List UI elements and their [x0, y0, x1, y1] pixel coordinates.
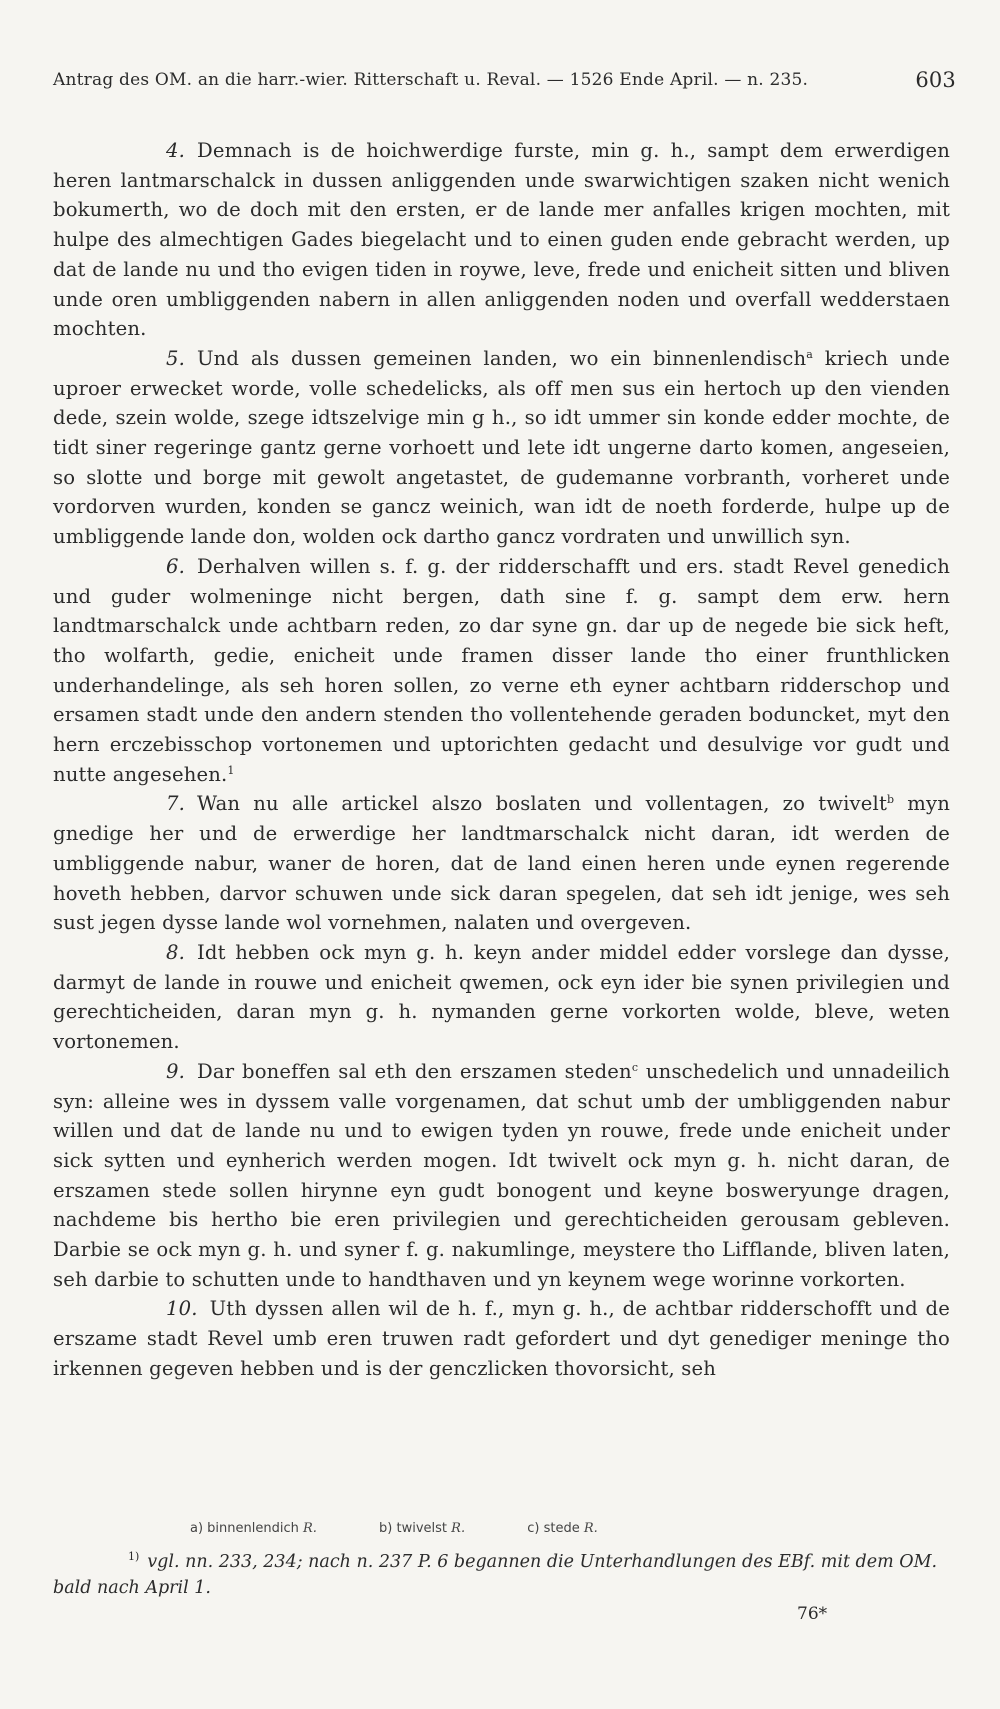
- footnote-marker: 1: [227, 763, 235, 777]
- paragraph-10: [53, 1294, 950, 1383]
- paragraph-number: 6.: [166, 554, 185, 578]
- paragraph-text: unschedelich und unnadeilich syn: alleine wes in dyssem valle vorgenamen, dat schut umb der umbliggenden nabur willen und dat de lande nu und to ewigen tyden yn rouwe, frede unde enicheit under sick sytten und eynherich werden mogen. Idt twivelt ock myn g. h. nicht daran, de erszamen stede sollen hirynne eyn gudt bonogent und keyne bosweryunge dragen, nachdeme bis hertho bie eren privilegien und gerechticheiden gerousam gebleven. Darbie se ock myn g. h. und syner f. g. nakumlinge, meystere tho Lifflande, bliven laten, seh darbie to schutten unde to handthaven und yn keynem wege worinne vorkorten.: [53, 1059, 950, 1291]
- paragraph-4: [53, 136, 950, 344]
- paragraph-text: kriech unde uproer erwecket worde, volle schedelicks, als off men sus ein hertoch up den vienden dede, szein wolde, szege idtszelvige min g h., so idt ummer sin konde edder mochte, de tidt siner regeringe gantz gerne vorhoett und lete idt ungerne darto komen, angeseien, so slotte und borge mit gewolt angetastet, de gudemanne vorbranth, vorheret unde vordorven wurden, konden se gancz weinich, wan idt de noeth forderde, hulpe up de umbliggende lande don, wolden ock dartho gancz vordraten und unwillich syn.: [53, 346, 950, 549]
- paragraph-9: [53, 1057, 950, 1295]
- paragraph-text: Demnach is de hoichwerdige furste, min g. h., sampt dem erwerdigen heren lantmarschalck in dussen anliggenden unde swarwichtigen szaken nicht wenich bokumerth, wo de doch mit den ersten, er de lande mer anfalles krigen mochten, mit hulpe des almechtigen Gades biegelacht und to einen guden ende gebracht werden, up dat de lande nu und tho evigen tiden in roywe, leve, frede und enicheit sitten und bliven unde oren umbliggenden nabern in allen anliggenden noden und overfall wedderstaen mochten.: [53, 139, 950, 341]
- footnote-text: vgl. nn. 233, 234; nach n. 237 P. 6 begannen die Unterhandlungen des EBf. mit dem OM. bald nach April 1.: [53, 1552, 938, 1598]
- paragraph-text: Idt hebben ock myn g. h. keyn ander middel edder vorslege dan dysse, darmyt de lande in rouwe und enicheit qwemen, ock eyn ider bie synen privilegien und gerechticheiden, daran myn g. h. nymanden gerne vorkorten wolde, bleve, weten vortonemen.: [53, 940, 950, 1054]
- variant-note-marker: a: [806, 347, 813, 361]
- paragraph-text: myn gnedige her und de erwerdige her landtmarschalck nicht daran, idt werden de umbliggende nabur, waner de horen, dat de land einen heren unde eynen regerende hoveth hebben, darvor schuwen unde sick daran spegelen, dat seh idt jenige, wes seh sust jegen dysse lande wol vornehmen, nalaten und overgeven.: [53, 792, 950, 935]
- paragraph-text: Derhalven willen s. f. g. der ridderschafft und ers. stadt Revel genedich und guder wolmeninge nicht bergen, dath sine f. g. sampt dem erw. hern landtmarschalck unde achtbarn reden, zo dar syne gn. dar up de negede bie sick heft, tho wolfarth, gedie, enicheit unde framen disser lande tho einer frunthlicken underhandelinge, als seh horen sollen, zo verne eth eyner achtbarn ridderschop und ersamen stadt unde den andern stenden tho vollentehende geraden boduncket, myt den hern erczebisschop vortonemen und uptorichten gedacht und desulvige vor gudt und nutte angesehen.: [53, 554, 950, 786]
- paragraph-8: [53, 938, 950, 1057]
- paragraph-number: 5.: [166, 346, 185, 370]
- paragraph-text: Und als dussen gemeinen landen, wo ein binnenlendisch: [197, 346, 807, 370]
- variant-note: c) stede R.: [527, 1521, 598, 1536]
- paragraph-number: 4.: [166, 139, 185, 162]
- paragraph-number: 10.: [166, 1297, 198, 1321]
- footnote-number: 1): [128, 1550, 140, 1563]
- page-number: 603: [915, 68, 956, 92]
- paragraph-text: Dar boneffen sal eth den erszamen steden: [197, 1059, 632, 1083]
- paragraph-6: [53, 552, 950, 790]
- running-title: Antrag des OM. an die harr.-wier. Ritterschaft u. Reval. — 1526 Ende April. — n. 235.: [53, 70, 809, 90]
- paragraph-7: [53, 789, 950, 938]
- paragraph-5: [53, 344, 950, 552]
- signature-mark: 76*: [797, 1604, 828, 1624]
- footnote: [53, 1549, 953, 1601]
- variant-note: b) twivelst R.: [379, 1521, 466, 1536]
- variant-notes: [190, 1521, 790, 1536]
- main-text: [53, 136, 950, 1384]
- variant-note-marker: c: [631, 1060, 639, 1074]
- variant-note: a) binnenlendich R.: [190, 1521, 317, 1536]
- paragraph-text: Wan nu alle artickel alszo boslaten und vollentagen, zo twivelt: [197, 792, 887, 816]
- running-header: [53, 70, 956, 90]
- variant-note-marker: b: [886, 793, 895, 807]
- paragraph-number: 8.: [166, 940, 185, 964]
- paragraph-number: 7.: [166, 792, 185, 816]
- paragraph-number: 9.: [166, 1059, 185, 1083]
- paragraph-text: Uth dyssen allen wil de h. f., myn g. h., de achtbar ridderschofft und de erszame stadt Revel umb eren truwen radt gefordert und dyt genediger meninge tho irkennen gegeven hebben und is der genczlicken thovorsicht, seh: [53, 1297, 950, 1380]
